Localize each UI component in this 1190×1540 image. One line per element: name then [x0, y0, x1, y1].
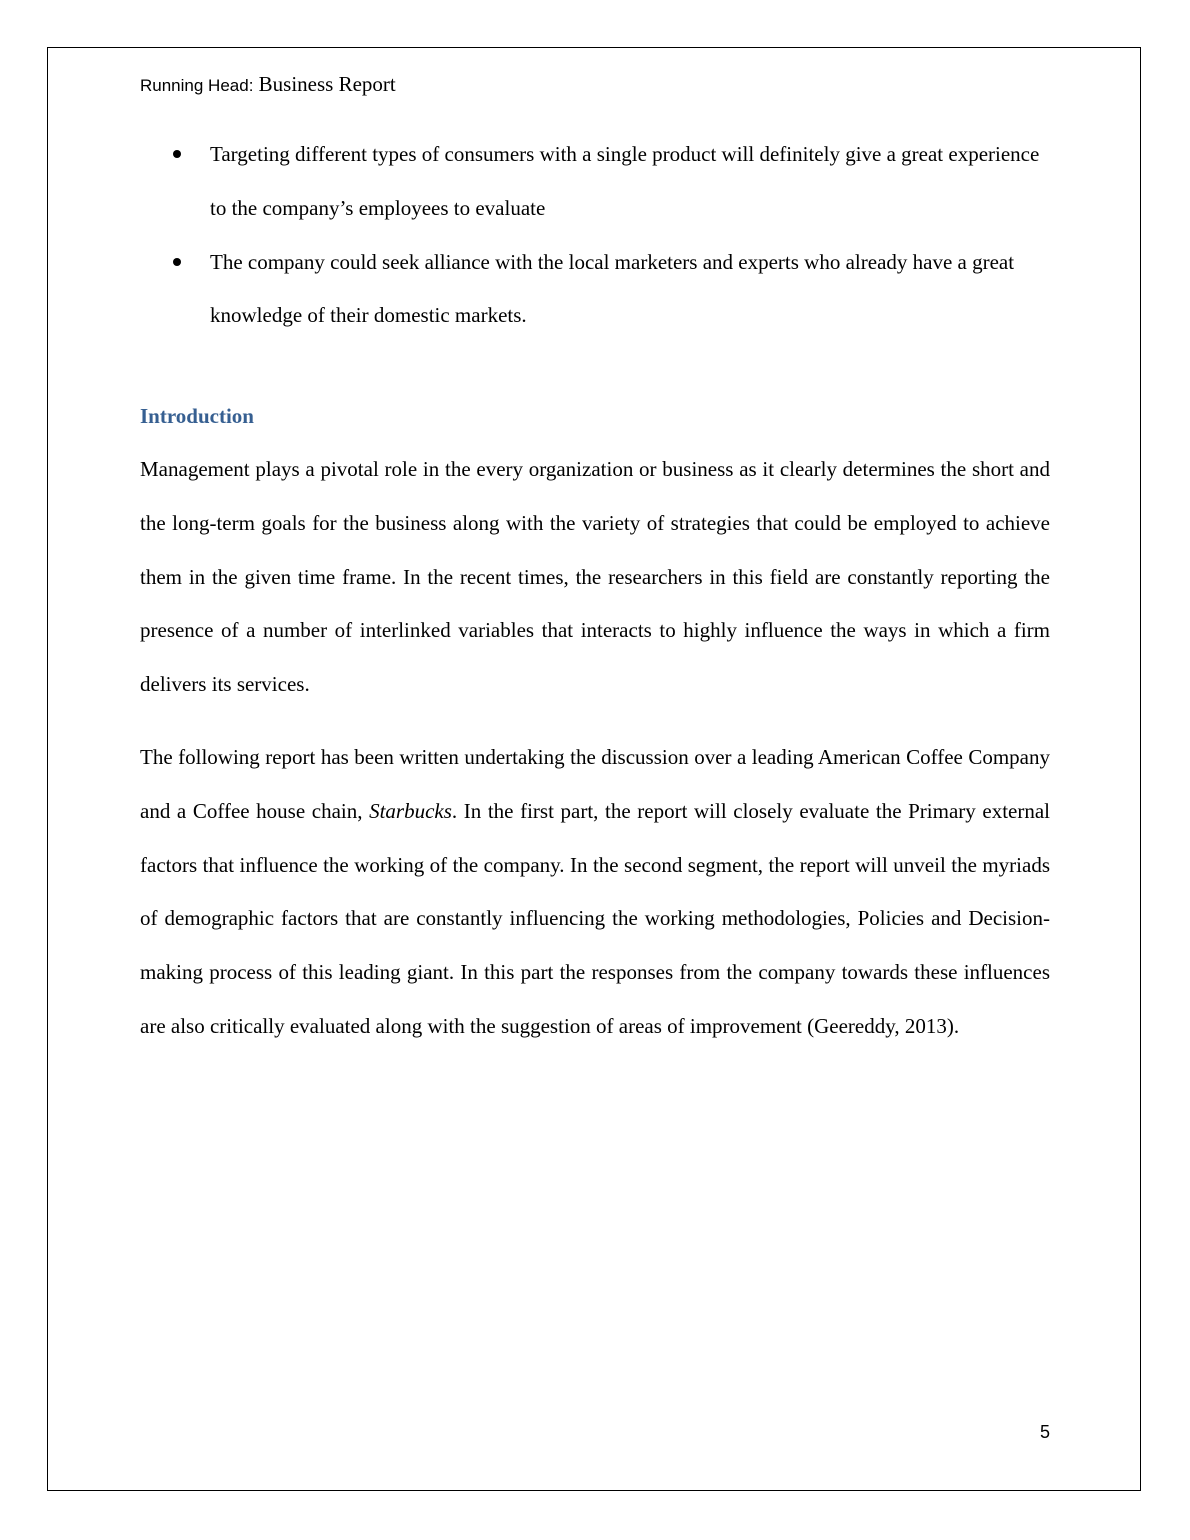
section-heading-introduction: Introduction — [140, 404, 254, 428]
bullet-dot-icon — [173, 258, 181, 266]
intro-paragraph-1: Management plays a pivotal role in the every organization or business as it clearly determines the short and the long-term goals for the business along with the variety of strategies that could be employed to achieve them in the given time frame. In the recent times, the researchers in this field are constantly reporting the presence of a number of interlinked variables that interacts to highly influence the ways in which a firm delivers its services. — [140, 457, 1050, 697]
bullet-dot-icon — [173, 150, 181, 158]
company-name-italic: Starbucks — [369, 798, 452, 823]
running-head-label: Running Head: — [140, 76, 254, 95]
bullet-text: Targeting different types of consumers with a single product will definitely give a great experience to the company’s employees to evaluate — [210, 142, 1040, 220]
running-head — [140, 70, 396, 100]
running-head-title: Business Report — [258, 72, 396, 96]
intro-paragraph-2 — [140, 731, 1050, 1054]
bullet-text: The company could seek alliance with the local marketers and experts who already have a great knowledge of their domestic markets. — [210, 249, 1015, 328]
bullet-item — [140, 236, 1050, 344]
paragraph-2-text-end: . In the first part, the report will closely evaluate the Primary external factors that influence the working of the company. In the second segment, the report will unveil the myriads of demographic factors that are constantly influencing the working methodologies, Policies and Decision-making process of this leading giant. In this part the responses from the company towards these influences are also critically evaluated along with the suggestion of areas of improvement (Geereddy, 2013). — [140, 798, 1050, 1038]
paragraph-2-text-start: The following report has been written undertaking the discussion over a leading American Coffee Company and a Coffee house chain, — [140, 745, 1050, 823]
bullet-list — [140, 128, 1050, 343]
bullet-item — [140, 128, 1050, 236]
page-number: 5 — [1039, 1422, 1050, 1442]
